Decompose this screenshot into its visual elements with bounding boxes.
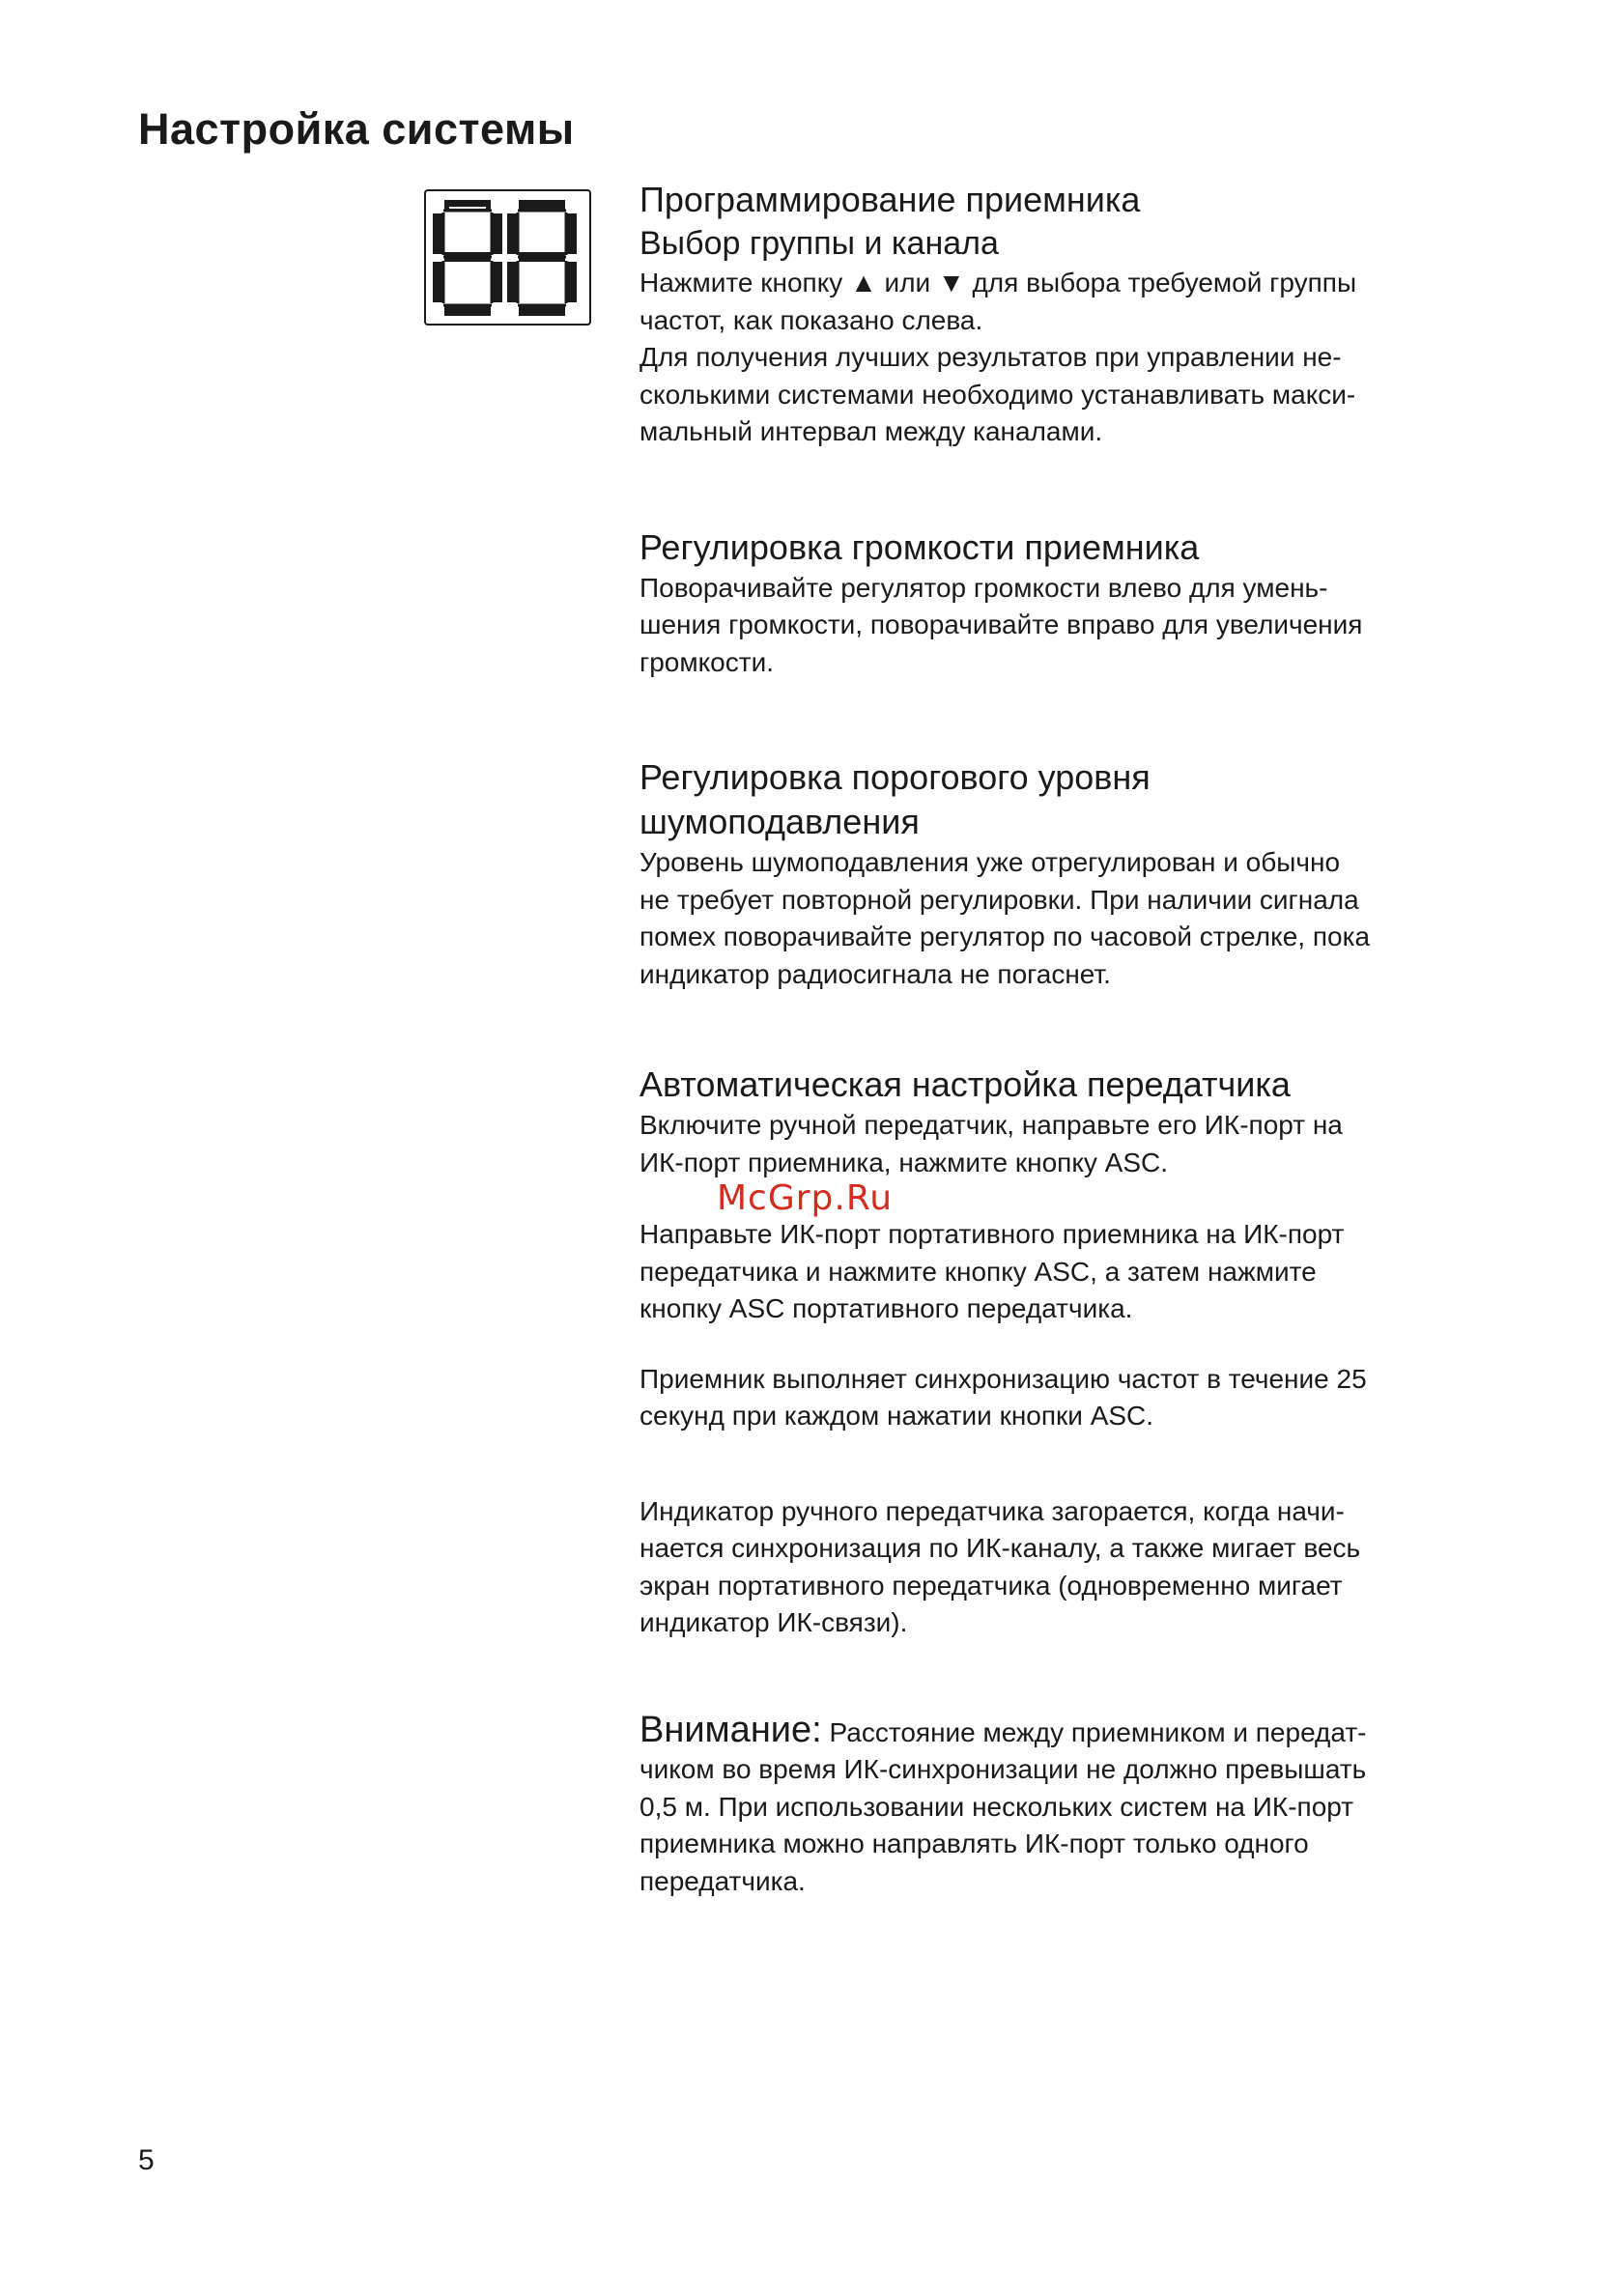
page-number: 5 — [138, 2144, 155, 2176]
page-title: Настройка системы — [138, 104, 575, 154]
text-line: чиком во время ИК-синхронизации не должно превышать — [639, 1754, 1367, 1784]
text-line: передатчика. — [639, 1865, 806, 1896]
content-column — [639, 178, 1490, 1900]
text-line: передатчика и нажмите кнопку ASC, а затем нажмите — [639, 1256, 1317, 1287]
text-line: индикатор ИК-связи). — [639, 1607, 908, 1637]
watermark: McGrp.Ru — [717, 1178, 894, 1218]
text-line: Нажмите кнопку ▲ или ▼ для выбора требуемой группы — [639, 268, 1357, 298]
text-line: Включите ручной передатчик, направьте его ИК-порт на — [639, 1110, 1343, 1140]
section-squelch — [639, 755, 1490, 993]
section-note — [639, 1709, 1490, 1901]
text-line: Индикатор ручного передатчика загорается, когда начи- — [639, 1495, 1345, 1526]
section-title: шумоподавления — [639, 802, 920, 841]
text-line: шения громкости, поворачивайте вправо для увеличения — [639, 609, 1363, 639]
note-text: Расстояние между приемником и передат- — [821, 1716, 1367, 1747]
text-line: сколькими системами необходимо устанавливать макси- — [639, 379, 1356, 410]
section-subtitle: Выбор группы и канала — [639, 225, 999, 262]
section-volume — [639, 525, 1490, 682]
text-line: ИК-порт приемника, нажмите кнопку ASC. — [639, 1147, 1169, 1177]
text-line: нается синхронизация по ИК-каналу, а также мигает весь — [639, 1533, 1361, 1563]
text-line: экран портативного передатчика (одновременно мигает — [639, 1570, 1343, 1601]
text-line: мальный интервал между каналами. — [639, 416, 1103, 446]
text-line: Поворачивайте регулятор громкости влево для умень- — [639, 572, 1328, 603]
text-line: индикатор радиосигнала не погаснет. — [639, 958, 1111, 989]
text-line: Уровень шумоподавления уже отрегулирован и обычно — [639, 847, 1341, 877]
text-line: помех поворачивайте регулятор по часовой стрелке, пока — [639, 921, 1371, 951]
section-receiver-programming — [639, 178, 1490, 451]
text-line: Направьте ИК-порт портативного приемника на ИК-порт — [639, 1219, 1345, 1249]
seven-segment-display-icon — [424, 189, 591, 326]
text-line: частот, как показано слева. — [639, 304, 983, 335]
text-line: приемника можно направлять ИК-порт только одного — [639, 1828, 1309, 1858]
text-line: кнопку ASC портативного передатчика. — [639, 1293, 1133, 1323]
text-line: Для получения лучших результатов при управлении не- — [639, 342, 1342, 372]
section-auto-setup — [639, 1063, 1490, 1642]
text-line: громкости. — [639, 646, 774, 677]
section-title: Регулировка громкости приемника — [639, 526, 1200, 567]
section-title: Регулировка порогового уровня — [639, 757, 1151, 797]
note-label: Внимание: — [639, 1709, 822, 1750]
text-line: 0,5 м. При использовании нескольких систем на ИК-порт — [639, 1791, 1354, 1822]
section-title: Автоматическая настройка передатчика — [639, 1064, 1291, 1104]
section-title: Программирование приемника — [639, 180, 1141, 219]
note-first-line — [639, 1709, 1490, 1752]
text-line: не требует повторной регулировки. При наличии сигнала — [639, 884, 1359, 915]
text-line: секунд при каждом нажатии кнопки ASC. — [639, 1401, 1154, 1431]
text-line: Приемник выполняет синхронизацию частот в течение 25 — [639, 1363, 1367, 1394]
